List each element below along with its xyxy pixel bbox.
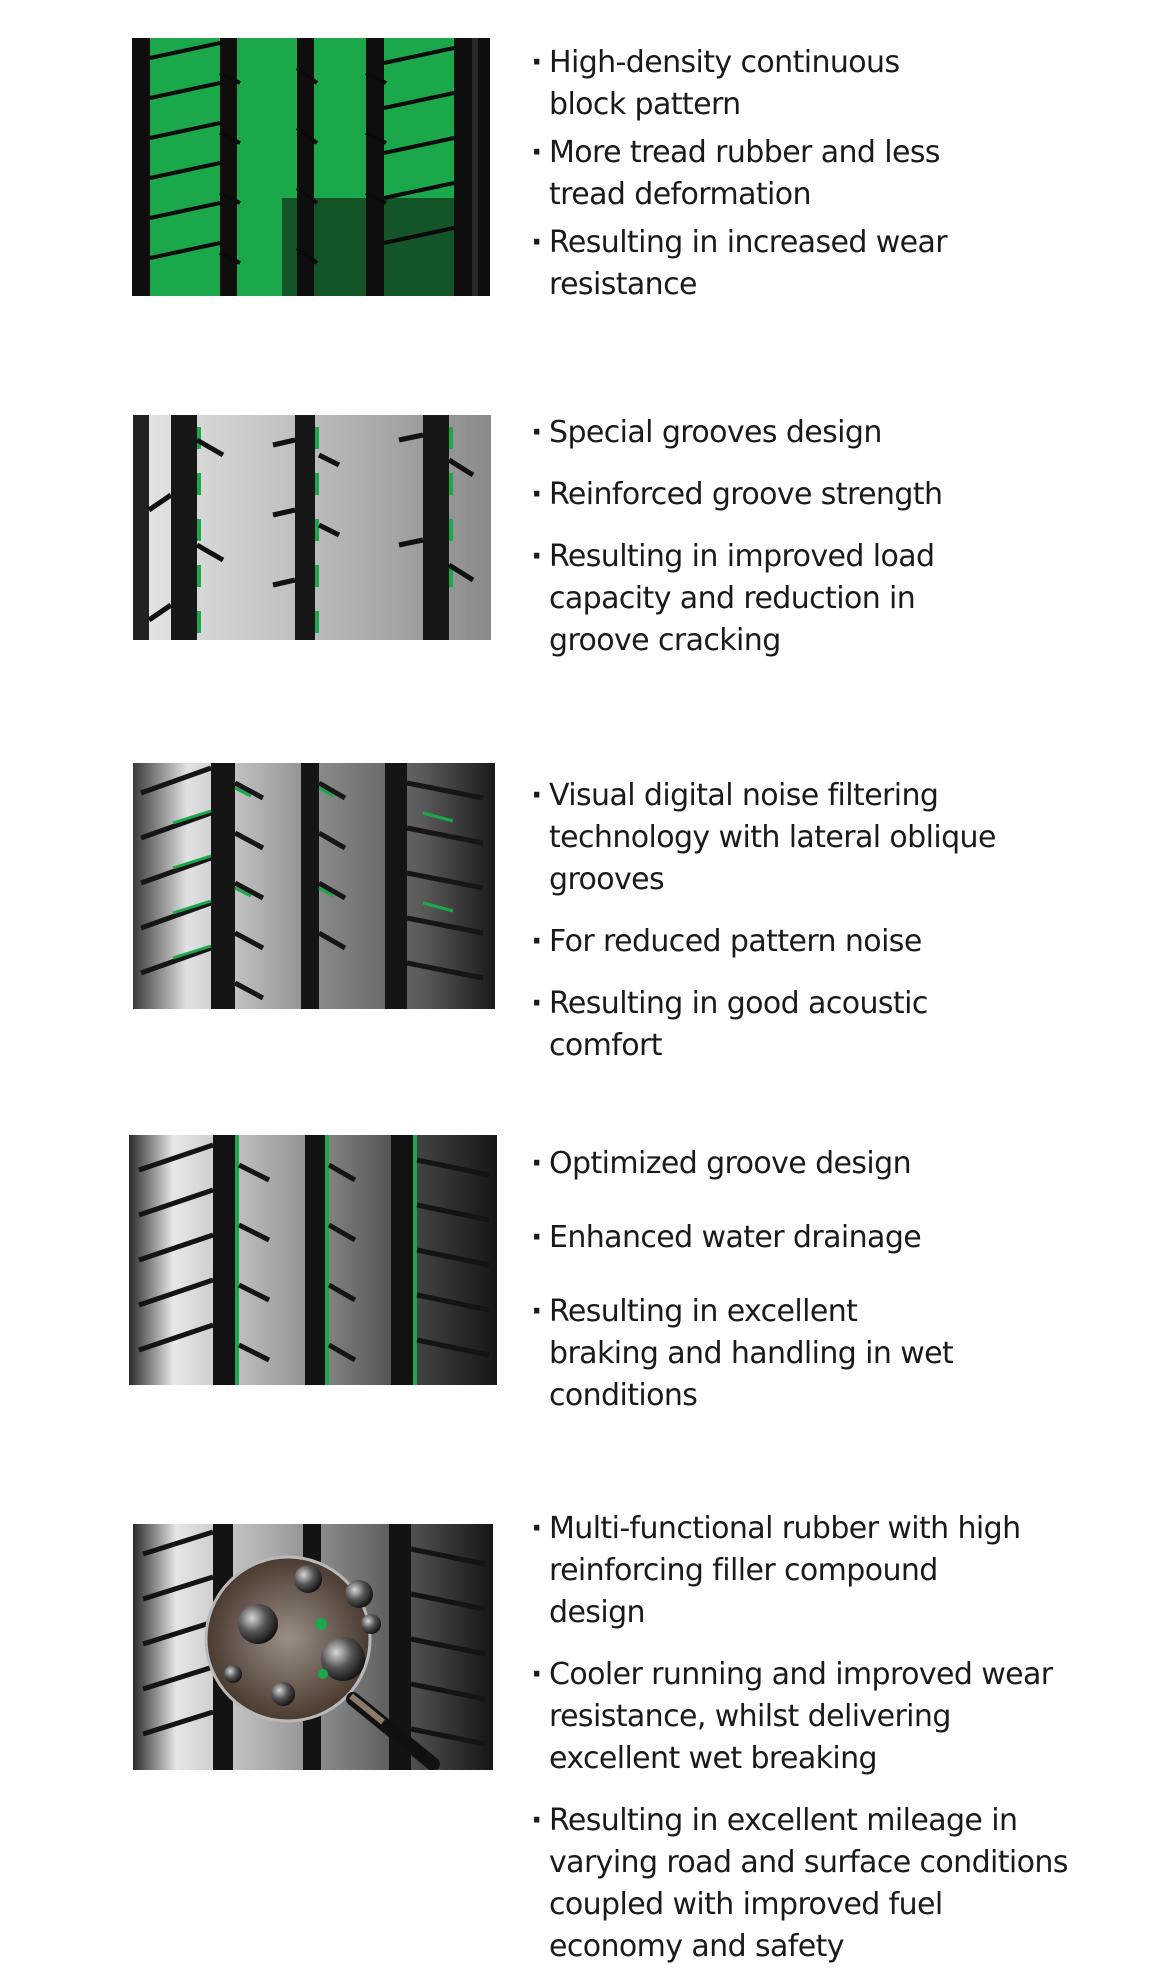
- section-4-bullets: [531, 1143, 971, 1417]
- bullet-item: · Multi-functional rubber with high reinforcing filler compound design: [531, 1508, 1029, 1634]
- bullet-item: · Cooler running and improved wear resistance, whilst delivering excellent wet breaking: [531, 1654, 1089, 1780]
- section-2-bullets: [531, 412, 951, 662]
- bullet-item: · Resulting in good acoustic comfort: [531, 983, 1011, 1067]
- section-1-bullets: [531, 42, 951, 306]
- tread-pattern-drainage-grooves-image: [129, 1135, 497, 1385]
- bullet-item: · Resulting in excellent braking and handling in wet conditions: [531, 1291, 971, 1417]
- bullet-item: · High-density continuous block pattern: [531, 42, 951, 126]
- bullet-item: · Resulting in excellent mileage in varying road and surface conditions coupled with improved fuel economy and safety: [531, 1800, 1069, 1968]
- bullet-item: · Visual digital noise filtering technology with lateral oblique grooves: [531, 775, 1011, 901]
- section-3-bullets: [531, 775, 1011, 1067]
- bullet-item: · More tread rubber and less tread deformation: [531, 132, 951, 216]
- tread-pattern-special-grooves-image: [133, 415, 491, 640]
- tread-pattern-green-blocks-image: [132, 38, 490, 296]
- bullet-item: · Reinforced groove strength: [531, 474, 951, 516]
- bullet-item: · Resulting in improved load capacity and reduction in groove cracking: [531, 536, 951, 662]
- bullet-item: · For reduced pattern noise: [531, 921, 1011, 963]
- bullet-item: · Special grooves design: [531, 412, 951, 454]
- bullet-item: · Optimized groove design: [531, 1143, 971, 1185]
- bullet-item: · Resulting in increased wear resistance: [531, 222, 951, 306]
- bullet-item: · Enhanced water drainage: [531, 1217, 971, 1259]
- section-5-bullets: [531, 1508, 1091, 1968]
- tread-pattern-magnifier-compound-image: [133, 1524, 493, 1770]
- tread-pattern-oblique-grooves-image: [133, 763, 495, 1009]
